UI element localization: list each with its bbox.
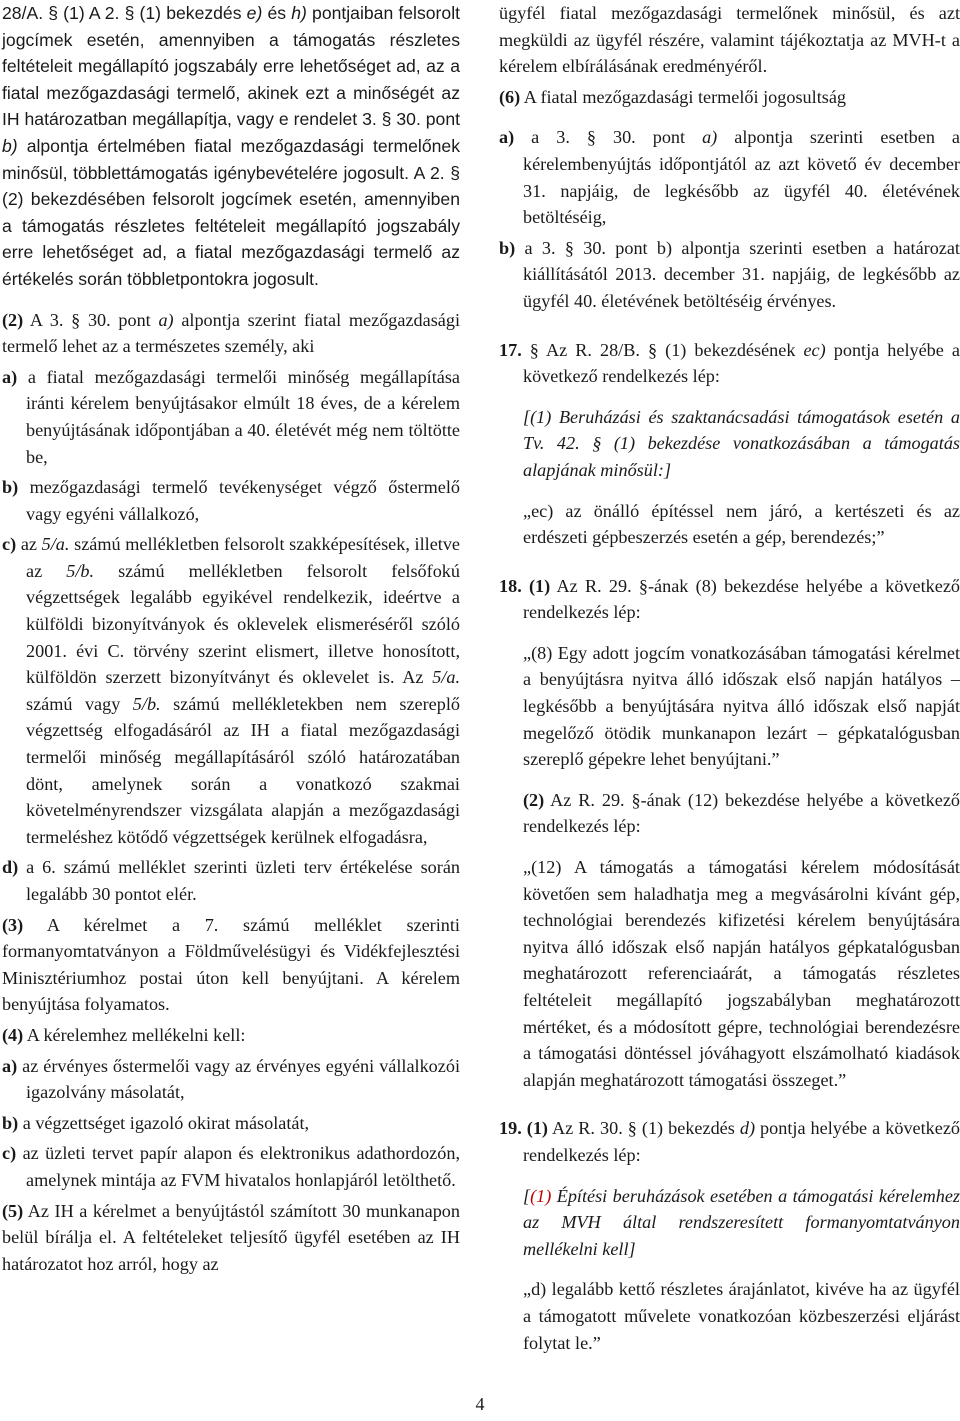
paragraph-28a-4: (4) A kérelemhez mellékelni kell: <box>2 1024 246 1045</box>
item-2b: b) mezőgazdasági termelő tevékenységet végző őstermelő vagy egyéni vállalkozó, <box>2 477 460 524</box>
item-6b: b) a 3. § 30. pont b) alpontja szerinti esetben a határozat kiállításától 2013. december 31. napjáig, de legkésőbb az ügyfél 40. életévének betöltéséig érvényes. <box>499 237 960 311</box>
section-17: 17. § Az R. 28/B. § (1) bekezdésének ec) pontja helyébe a következő rendelkezés lép: <box>499 339 960 387</box>
right-column <box>499 0 960 1356</box>
paragraph-28a-1: 28/A. § (1) A 2. § (1) bekezdés e) és h) pontjaiban felsorolt jogcímek esetén, amennyiben a támogatás részletes feltételeit megállapító jogszabály erre lehetőséget ad, az a fiatal mezőgazdasági termelő, akinek ezt a minőségét az IH határozatban megállapítja, vagy e rendelet 3. § 30. pont b) alpontja értelmében fiatal mezőgazdasági termelőnek minősül, többlettámogatás igénybevételére jogosult. A 2. § (2) bekezdésében felsorolt jogcímek esetén, amennyiben a támogatás részletes feltételeit megállapító jogszabály erre lehetőséget ad, a fiatal mezőgazdasági termelő az értékelés során többletpontokra jogosult. <box>2 3 460 289</box>
item-4a: a) az érvényes őstermelői vagy az érvényes egyéni vállalkozói igazolvány másolatát, <box>2 1055 460 1103</box>
paragraph-28a-2: (2) A 3. § 30. pont a) alpontja szerint fiatal mezőgazdasági termelő lehet az a természetes személy, aki <box>2 309 460 357</box>
left-column <box>2 0 460 1277</box>
section-18-paragraph-2: (2) Az R. 29. §-ának (12) bekezdése helyébe a következő rendelkezés lép: <box>523 789 960 837</box>
section-18-quote-2: „(12) A támogatás a támogatási kérelem módosítását követően sem haladhatja meg a megvásárolni kívánt gép, technológiai berendezés kifizetési kérelem benyújtására nyitva álló időszak első napján hatályos gépkatalógusban meghatározott referenciaárát, a támogatás részletes feltételeit megállapító jogszabályban meghatározott mértéket, és a módosított gépre, technológiai berendezésre a támogatási döntéssel jóváhagyott elszámolható kiadások alapján meghatározott támogatási összeget.” <box>523 857 960 1090</box>
section-17-quote: „ec) az önálló építéssel nem járó, a kertészeti és az erdészeti gépbeszerzés esetén a gép, berendezés;” <box>523 500 960 548</box>
item-4c: c) az üzleti tervet papír alapon és elektronikus adathordozón, amelynek mintája az FVM hivatalos honlapjáról letölthető. <box>2 1143 460 1190</box>
section-19-note: [(1) Építési beruházások esetében a támogatási kérelemhez az MVH által rendszeresített formanyomtatványon mellékelni kell] <box>523 1185 960 1259</box>
paragraph-continuation: ügyfél fiatal mezőgazdasági termelőnek minősül, és azt megküldi az ügyfél részére, valamint tájékoztatja az MVH-t a kérelem elbírálásának eredményéről. <box>499 3 960 77</box>
section-18: 18. (1) Az R. 29. §-ának (8) bekezdése helyébe a következő rendelkezés lép: <box>499 575 960 623</box>
item-2c: c) az 5/a. számú mellékletben felsorolt szakképesítések, illetve az 5/b. számú mellékletben felsorolt felsőfokú végzettségek legalább egyikével rendelkezik, ideértve a külföldi bizonyítványok és oklevelek elismeréséről szóló 2001. évi C. törvény szerint elismert, illetve honosított, külföldön szerzett bizonyítványt és oklevelet is. Az 5/a. számú vagy 5/b. számú mellékletekben nem szereplő végzettség elfogadásáról az IH a fiatal mezőgazdasági termelői minőség megállapításáról szóló határozatában dönt, amelynek során a vonatkozó szakmai követelményrendszer vizsgálata alapján a mezőgazdasági termeléshez kötődő végzettségek kerülnek elfogadásra, <box>2 534 460 847</box>
section-19-quote: „d) legalább kettő részletes árajánlatot, kivéve ha az ügyfél a támogatott művelete vonatkozóan közbeszerzési eljárást folytat le.” <box>523 1279 960 1353</box>
paragraph-28a-6: (6) A fiatal mezőgazdasági termelői jogosultság <box>499 86 846 107</box>
paragraph-28a-3: (3) A kérelmet a 7. számú melléklet szerinti formanyomtatványon a Földművelésügyi és Vidékfejlesztési Minisztériumhoz postai úton kell benyújtani. A kérelem benyújtása folyamatos. <box>2 914 460 1015</box>
section-18-quote-1: „(8) Egy adott jogcím vonatkozásában támogatási kérelmet a benyújtásra nyitva álló időszak első napján hatályos – legkésőbb a benyújtására nyitva álló időszak első napját megelőző ötödik munkanapon lezárt – gépkatalógusban szereplő gépekre lehet benyújtani.” <box>523 642 960 770</box>
item-6a: a) a 3. § 30. pont a) alpontja szerinti esetben a kérelembenyújtás időpontjától az azt követő év december 31. napjáig, de legkésőbb az ügyfél 40. életévének betöltéséig, <box>499 127 960 228</box>
section-17-note: [(1) Beruházási és szaktanácsadási támogatások esetén a Tv. 42. § (1) bekezdése vonatkozásában a támogatás alapjának minősül:] <box>523 406 960 480</box>
paragraph-28a-5: (5) Az IH a kérelmet a benyújtástól számított 30 munkanapon belül bírálja el. A feltételeket teljesítő ügyfél esetében az IH határozatot hoz arról, hogy az <box>2 1200 460 1274</box>
page-number: 4 <box>475 1394 485 1414</box>
section-19: 19. (1) Az R. 30. § (1) bekezdés d) pontja helyébe a következő rendelkezés lép: <box>499 1118 960 1165</box>
item-2d: d) a 6. számú melléklet szerinti üzleti terv értékelése során legalább 30 pontot elér. <box>2 857 460 904</box>
item-2a: a) a fiatal mezőgazdasági termelői minőség megállapítása iránti kérelem benyújtásakor elmúlt 18 éves, de a kérelem benyújtásának időpontjában a 40. életévét még nem töltötte be, <box>2 366 460 467</box>
item-4b: b) a végzettséget igazoló okirat másolatát, <box>2 1112 310 1133</box>
